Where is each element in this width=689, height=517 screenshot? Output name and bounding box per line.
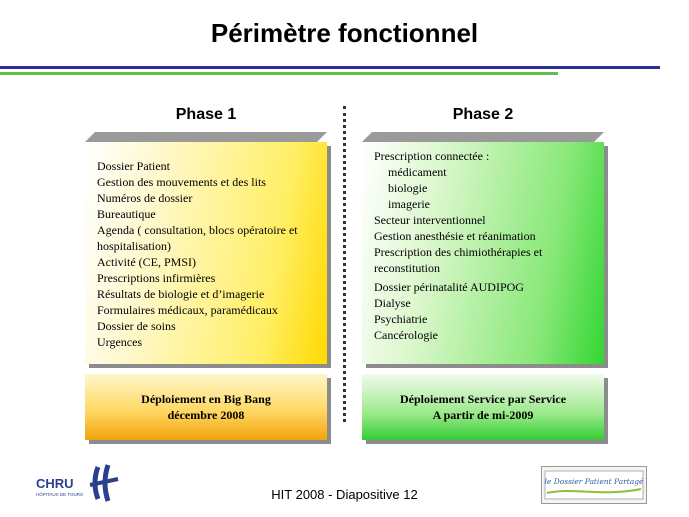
list-item: Numéros de dossier (97, 191, 193, 205)
phase1-deployment-line2: décembre 2008 (167, 408, 245, 422)
footer-caption: HIT 2008 - Diapositive 12 (271, 487, 418, 502)
phase1-box-bevel (85, 132, 327, 142)
dossier-patient-partage-logo (541, 466, 647, 504)
list-item: Gestion anesthésie et réanimation (374, 229, 536, 243)
list-item: Dossier de soins (97, 319, 176, 333)
list-item: Gestion des mouvements et des lits (97, 175, 266, 189)
list-item: Agenda ( consultation, blocs opératoire et hospitalisation) (97, 223, 298, 253)
chru-logo-subtext: HÔPITAUX DE TOURS (36, 492, 84, 497)
list-item: Dialyse (374, 296, 411, 310)
phase2-deployment-box (362, 374, 604, 440)
title-rule-blue (0, 66, 660, 69)
list-item: Cancérologie (374, 328, 438, 342)
phase1-box (85, 142, 327, 364)
list-item: Dossier Patient (97, 159, 170, 173)
list-subitem: biologie (388, 181, 428, 195)
list-item: Urgences (97, 335, 143, 349)
list-subitem: imagerie (388, 197, 430, 211)
slide-title: Périmètre fonctionnel (210, 18, 479, 48)
phase2-box (362, 142, 604, 364)
title-rule-green (0, 72, 558, 75)
phase2-heading: Phase 2 (452, 106, 514, 123)
list-subitem: médicament (388, 165, 447, 179)
phase1-deployment-line1: Déploiement en Big Bang (141, 392, 271, 406)
dossier-logo-icon (542, 467, 646, 503)
phase2-deployment-line1: Déploiement Service par Service (399, 392, 567, 406)
list-item: Dossier périnatalité AUDIPOG (374, 280, 524, 294)
list-item: Secteur interventionnel (374, 213, 486, 227)
phase1-deployment-box (85, 374, 327, 440)
list-item: Bureautique (97, 207, 156, 221)
list-item: Résultats de biologie et d’imagerie (97, 287, 265, 301)
chru-logo-text: CHRU (36, 476, 74, 491)
dossier-logo-text: le Dossier Patient Partagé (544, 477, 644, 486)
phase2-box-bevel (362, 132, 604, 142)
list-item: Activité (CE, PMSI) (97, 255, 196, 269)
list-item: Psychiatrie (374, 312, 428, 326)
list-item: Formulaires médicaux, paramédicaux (97, 303, 278, 317)
phase-divider (343, 106, 346, 422)
phase2-deployment-line2: A partir de mi-2009 (432, 408, 534, 422)
phase1-heading: Phase 1 (175, 106, 237, 123)
list-item: Prescription des chimiothérapies et reconstitution (374, 245, 543, 275)
list-item: Prescriptions infirmières (97, 271, 216, 285)
list-item-prescription: Prescription connectée : (374, 149, 490, 163)
